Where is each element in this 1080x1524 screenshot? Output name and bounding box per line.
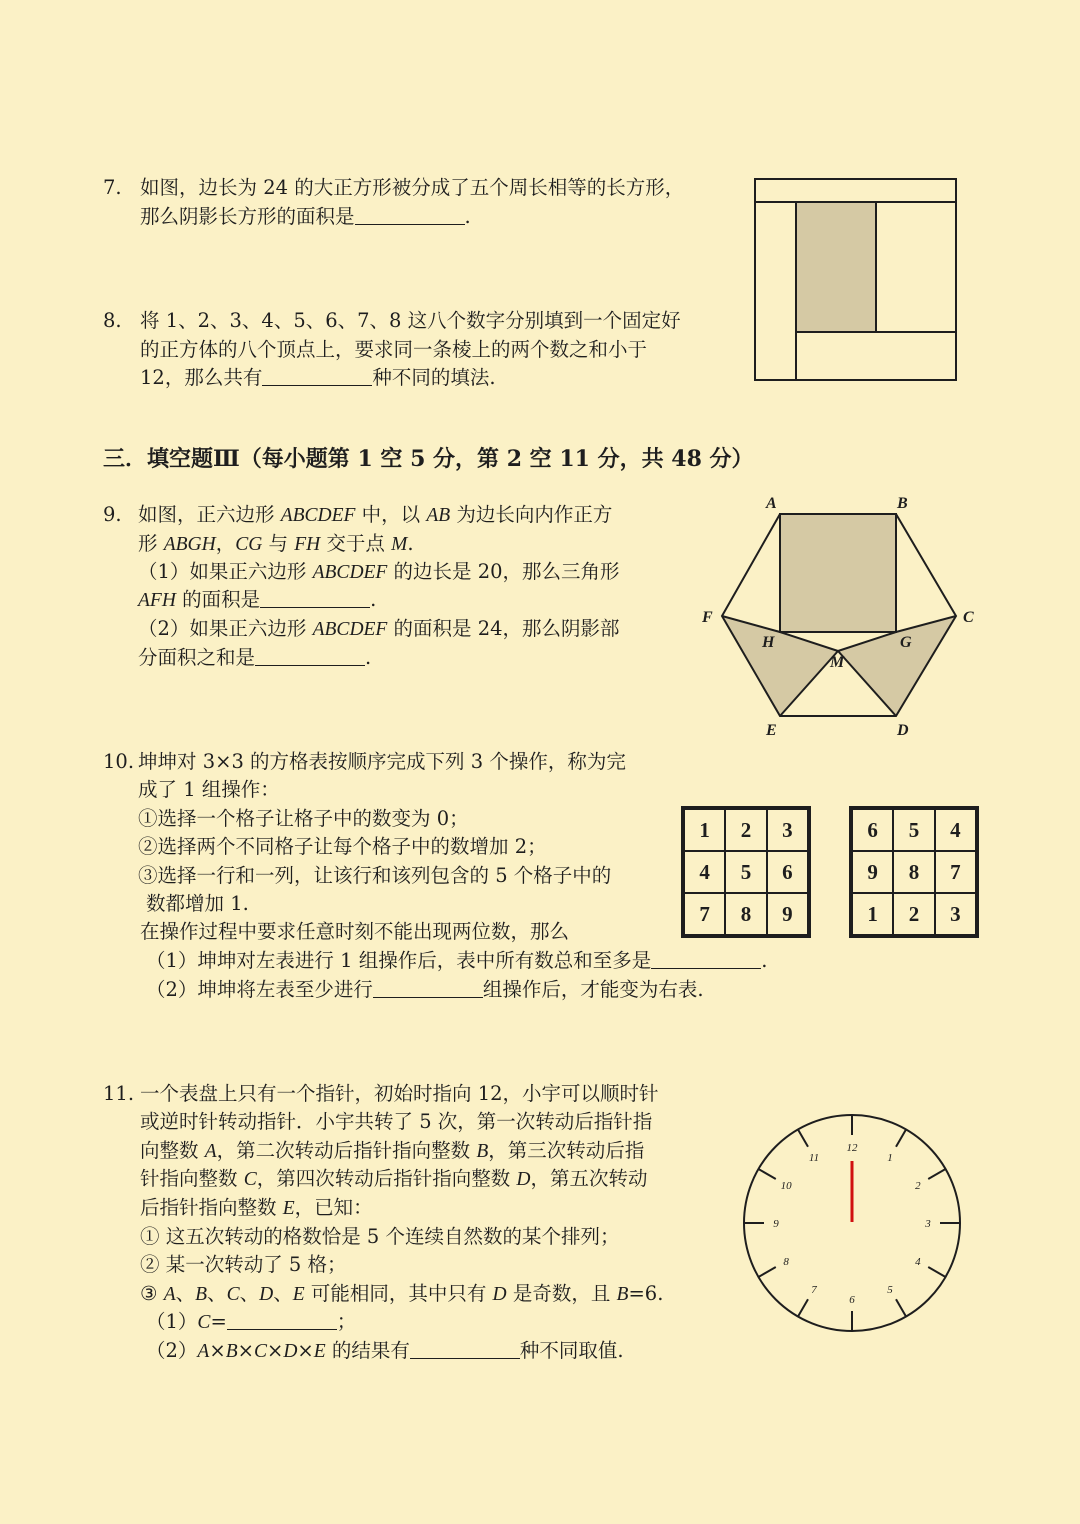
grid-cell: 3 bbox=[767, 809, 808, 851]
grid-cell: 8 bbox=[725, 893, 766, 935]
question-9-line-4 bbox=[138, 586, 376, 616]
question-9-line-2 bbox=[138, 530, 414, 560]
text: 、 bbox=[273, 1282, 293, 1305]
hexagon-figure bbox=[700, 490, 990, 740]
grid-cell: 5 bbox=[893, 809, 934, 851]
clock-number: 12 bbox=[846, 1142, 858, 1154]
italic-label: M bbox=[391, 534, 408, 555]
question-11-line-1: 一个表盘上只有一个指针，初始时指向 12，小宇可以顺时针 bbox=[140, 1082, 659, 1105]
question-11-line-5 bbox=[140, 1194, 373, 1224]
clock-tick bbox=[798, 1129, 808, 1146]
italic-label: D bbox=[492, 1284, 507, 1305]
grid-cell: 3 bbox=[935, 893, 976, 935]
text: （1）如果正六边形 bbox=[138, 560, 313, 583]
answer-blank[interactable] bbox=[255, 645, 365, 666]
question-8-line-1: 将 1、2、3、4、5、6、7、8 这八个数字分别填到一个固定好 bbox=[140, 309, 681, 332]
clock-number: 5 bbox=[887, 1283, 893, 1296]
question-11-line-3 bbox=[140, 1137, 644, 1167]
text: . bbox=[370, 588, 377, 611]
vertex-label-c: C bbox=[963, 609, 974, 626]
italic-label: A bbox=[163, 1284, 176, 1305]
question-7-line-1: 如图，边长为 24 的大正方形被分成了五个周长相等的长方形， bbox=[140, 176, 685, 199]
grid-cell: 8 bbox=[893, 851, 934, 893]
text: （1）坤坤对左表进行 1 组操作后，表中所有数总和至多是 bbox=[146, 949, 652, 972]
text: 、 bbox=[239, 1282, 260, 1305]
vertex-label-f: F bbox=[702, 609, 713, 626]
text: 向整数 bbox=[140, 1139, 205, 1162]
question-7-number: 7. bbox=[103, 176, 122, 199]
text: 可能相同，其中只有 bbox=[304, 1282, 493, 1305]
italic-label: ABGH bbox=[163, 534, 216, 555]
text: 的边长是 20，那么三角形 bbox=[387, 560, 620, 583]
q8-text: 12，那么共有 bbox=[140, 366, 263, 389]
text: 是奇数，且 bbox=[506, 1282, 617, 1305]
clock-number: 4 bbox=[915, 1256, 921, 1268]
italic-label: D bbox=[259, 1284, 274, 1305]
vertex-label-h: H bbox=[762, 634, 775, 651]
text: ③ bbox=[140, 1282, 164, 1305]
q7-period: . bbox=[464, 205, 471, 228]
question-11-line-4 bbox=[140, 1165, 648, 1195]
question-10-line-1: 坤坤对 3×3 的方格表按顺序完成下列 3 个操作，称为完 bbox=[138, 750, 626, 773]
text: ； bbox=[336, 1310, 357, 1333]
text: 中，以 bbox=[355, 503, 427, 526]
q7-text: 那么阴影长方形的面积是 bbox=[140, 205, 355, 228]
question-11-line-9 bbox=[146, 1308, 356, 1338]
left-grid bbox=[681, 806, 811, 938]
italic-label: ABCDEF bbox=[312, 562, 388, 583]
answer-blank[interactable] bbox=[262, 365, 372, 386]
grid-cell: 1 bbox=[684, 809, 725, 851]
question-10-number: 10. bbox=[103, 750, 135, 773]
text: 与 bbox=[262, 532, 295, 555]
answer-blank[interactable] bbox=[260, 587, 370, 608]
italic-label: AB bbox=[426, 505, 451, 526]
question-9-number: 9. bbox=[103, 503, 122, 526]
italic-label: CG bbox=[235, 534, 263, 555]
italic-label: A bbox=[204, 1141, 217, 1162]
question-10-line-9 bbox=[146, 976, 704, 1005]
italic-label: C bbox=[197, 1312, 211, 1333]
question-11-number: 11. bbox=[103, 1082, 135, 1105]
italic-label: B bbox=[225, 1341, 238, 1362]
clock-number: 1 bbox=[887, 1152, 893, 1165]
text: = bbox=[210, 1310, 227, 1333]
text: 形 bbox=[138, 532, 164, 555]
italic-label: ABCDEF bbox=[280, 505, 356, 526]
text: 的面积是 bbox=[175, 588, 261, 611]
grid-cell: 7 bbox=[684, 893, 725, 935]
italic-label: AFH bbox=[138, 590, 176, 611]
clock-number: 8 bbox=[783, 1256, 789, 1268]
question-11-line-8 bbox=[140, 1280, 663, 1310]
q8-text-end: 种不同的填法. bbox=[372, 366, 496, 389]
vertex-label-b: B bbox=[897, 495, 908, 512]
clock-tick bbox=[928, 1169, 945, 1179]
grid-cell: 2 bbox=[725, 809, 766, 851]
divided-square-figure bbox=[754, 178, 958, 382]
text: × bbox=[237, 1339, 254, 1362]
italic-label: D bbox=[283, 1341, 298, 1362]
text: 、 bbox=[175, 1282, 196, 1305]
vertex-label-m: M bbox=[830, 654, 845, 671]
question-10-line-8 bbox=[146, 947, 767, 976]
question-8-line-2: 的正方体的八个顶点上，要求同一条棱上的两个数之和小于 bbox=[140, 338, 648, 361]
square-abgh bbox=[780, 514, 896, 632]
vertex-label-d: D bbox=[897, 722, 909, 739]
clock-number: 2 bbox=[915, 1180, 921, 1192]
italic-label: B bbox=[616, 1284, 629, 1305]
clock-number: 9 bbox=[773, 1218, 779, 1230]
vertex-label-e: E bbox=[766, 722, 777, 739]
italic-label: C bbox=[243, 1169, 257, 1190]
question-11-line-7: ② 某一次转动了 5 格； bbox=[140, 1253, 347, 1276]
text: ，第四次转动后指针指向整数 bbox=[256, 1167, 517, 1190]
section-3-heading: 三．填空题Ⅲ（每小题第 1 空 5 分，第 2 空 11 分，共 48 分） bbox=[103, 446, 754, 472]
text: 组操作后，才能变为右表. bbox=[482, 978, 704, 1001]
question-10-line-3: ①选择一个格子让格子中的数变为 0； bbox=[138, 807, 469, 830]
text: （2）坤坤将左表至少进行 bbox=[146, 978, 373, 1001]
answer-blank[interactable] bbox=[355, 204, 465, 225]
text: ，已知： bbox=[294, 1196, 373, 1219]
text: 的结果有 bbox=[325, 1339, 410, 1362]
shaded-rectangle bbox=[796, 202, 876, 332]
grid-cell: 7 bbox=[935, 851, 976, 893]
grid-cell: 6 bbox=[767, 851, 808, 893]
question-11-line-10 bbox=[146, 1337, 624, 1367]
question-9-line-1 bbox=[138, 501, 612, 531]
text: ，第五次转动 bbox=[530, 1167, 648, 1190]
italic-label: D bbox=[516, 1169, 531, 1190]
vertex-label-g: G bbox=[900, 634, 912, 651]
italic-label: C bbox=[226, 1284, 240, 1305]
answer-blank[interactable] bbox=[410, 1338, 520, 1359]
grid-cell: 6 bbox=[852, 809, 893, 851]
question-10-line-6: 数都增加 1. bbox=[146, 892, 249, 915]
grid-cell: 1 bbox=[852, 893, 893, 935]
question-10-line-2: 成了 1 组操作： bbox=[138, 778, 280, 801]
italic-label: ABCDEF bbox=[312, 619, 388, 640]
clock-tick bbox=[896, 1299, 906, 1316]
text: （2）如果正六边形 bbox=[138, 617, 313, 640]
italic-label: B bbox=[476, 1141, 489, 1162]
clock-face-figure bbox=[741, 1112, 963, 1334]
grid-cell: 9 bbox=[852, 851, 893, 893]
question-8-number: 8. bbox=[103, 309, 122, 332]
clock-number: 6 bbox=[849, 1294, 855, 1306]
italic-label: C bbox=[253, 1341, 267, 1362]
italic-label: E bbox=[313, 1341, 326, 1362]
text: 为边长向内作正方 bbox=[450, 503, 613, 526]
text: . bbox=[407, 532, 414, 555]
question-10-line-4: ②选择两个不同格子让每个格子中的数增加 2； bbox=[138, 835, 547, 858]
text: . bbox=[365, 646, 372, 669]
italic-label: FH bbox=[294, 534, 321, 555]
vertex-label-a: A bbox=[766, 495, 777, 512]
text: 交于点 bbox=[320, 532, 392, 555]
question-10-line-5: ③选择一行和一列，让该行和该列包含的 5 个格子中的 bbox=[138, 864, 612, 887]
question-7-line-2 bbox=[140, 203, 471, 232]
text: × bbox=[266, 1339, 284, 1362]
text: ，第三次转动后指 bbox=[488, 1139, 645, 1162]
text: =6. bbox=[628, 1282, 664, 1305]
clock-tick bbox=[758, 1169, 775, 1179]
text: ，第二次转动后指针指向整数 bbox=[216, 1139, 477, 1162]
right-grid bbox=[849, 806, 979, 938]
answer-blank[interactable] bbox=[373, 977, 483, 998]
grid-cell: 4 bbox=[684, 851, 725, 893]
text: . bbox=[761, 949, 768, 972]
text: 、 bbox=[207, 1282, 227, 1305]
grid-cell: 5 bbox=[725, 851, 766, 893]
text: × bbox=[297, 1339, 314, 1362]
italic-label: B bbox=[195, 1284, 208, 1305]
question-8-line-3 bbox=[140, 364, 496, 393]
grid-cell: 9 bbox=[767, 893, 808, 935]
question-11-line-2: 或逆时针转动指针．小宇共转了 5 次，第一次转动后指针指 bbox=[140, 1110, 653, 1133]
question-9-line-5 bbox=[138, 615, 620, 645]
grid-cell: 2 bbox=[893, 893, 934, 935]
clock-tick bbox=[896, 1129, 906, 1146]
text: 后指针指向整数 bbox=[140, 1196, 283, 1219]
clock-number: 7 bbox=[811, 1283, 817, 1296]
text: 种不同取值. bbox=[519, 1339, 624, 1362]
question-11-line-6: ① 这五次转动的格数恰是 5 个连续自然数的某个排列； bbox=[140, 1225, 620, 1248]
italic-label: A bbox=[197, 1341, 210, 1362]
italic-label: E bbox=[282, 1198, 295, 1219]
text: 如图，正六边形 bbox=[138, 503, 281, 526]
grid-cell: 4 bbox=[935, 809, 976, 851]
clock-number: 10 bbox=[780, 1180, 792, 1192]
clock-tick bbox=[758, 1267, 775, 1277]
italic-label: E bbox=[292, 1284, 305, 1305]
clock-number: 11 bbox=[808, 1152, 820, 1165]
text: （1） bbox=[146, 1310, 198, 1333]
answer-blank[interactable] bbox=[227, 1309, 337, 1330]
text: 的面积是 24，那么阴影部 bbox=[387, 617, 620, 640]
text: × bbox=[209, 1339, 226, 1362]
question-9-line-6 bbox=[138, 644, 371, 673]
clock-tick bbox=[928, 1267, 945, 1277]
answer-blank[interactable] bbox=[651, 948, 761, 969]
clock-tick bbox=[798, 1299, 808, 1316]
text: （2） bbox=[146, 1339, 198, 1362]
text: 针指向整数 bbox=[140, 1167, 244, 1190]
text: 分面积之和是 bbox=[138, 646, 256, 669]
clock-number: 3 bbox=[925, 1218, 931, 1230]
text: ， bbox=[215, 532, 236, 555]
question-9-line-3 bbox=[138, 558, 620, 588]
question-10-line-7: 在操作过程中要求任意时刻不能出现两位数，那么 bbox=[140, 920, 570, 943]
